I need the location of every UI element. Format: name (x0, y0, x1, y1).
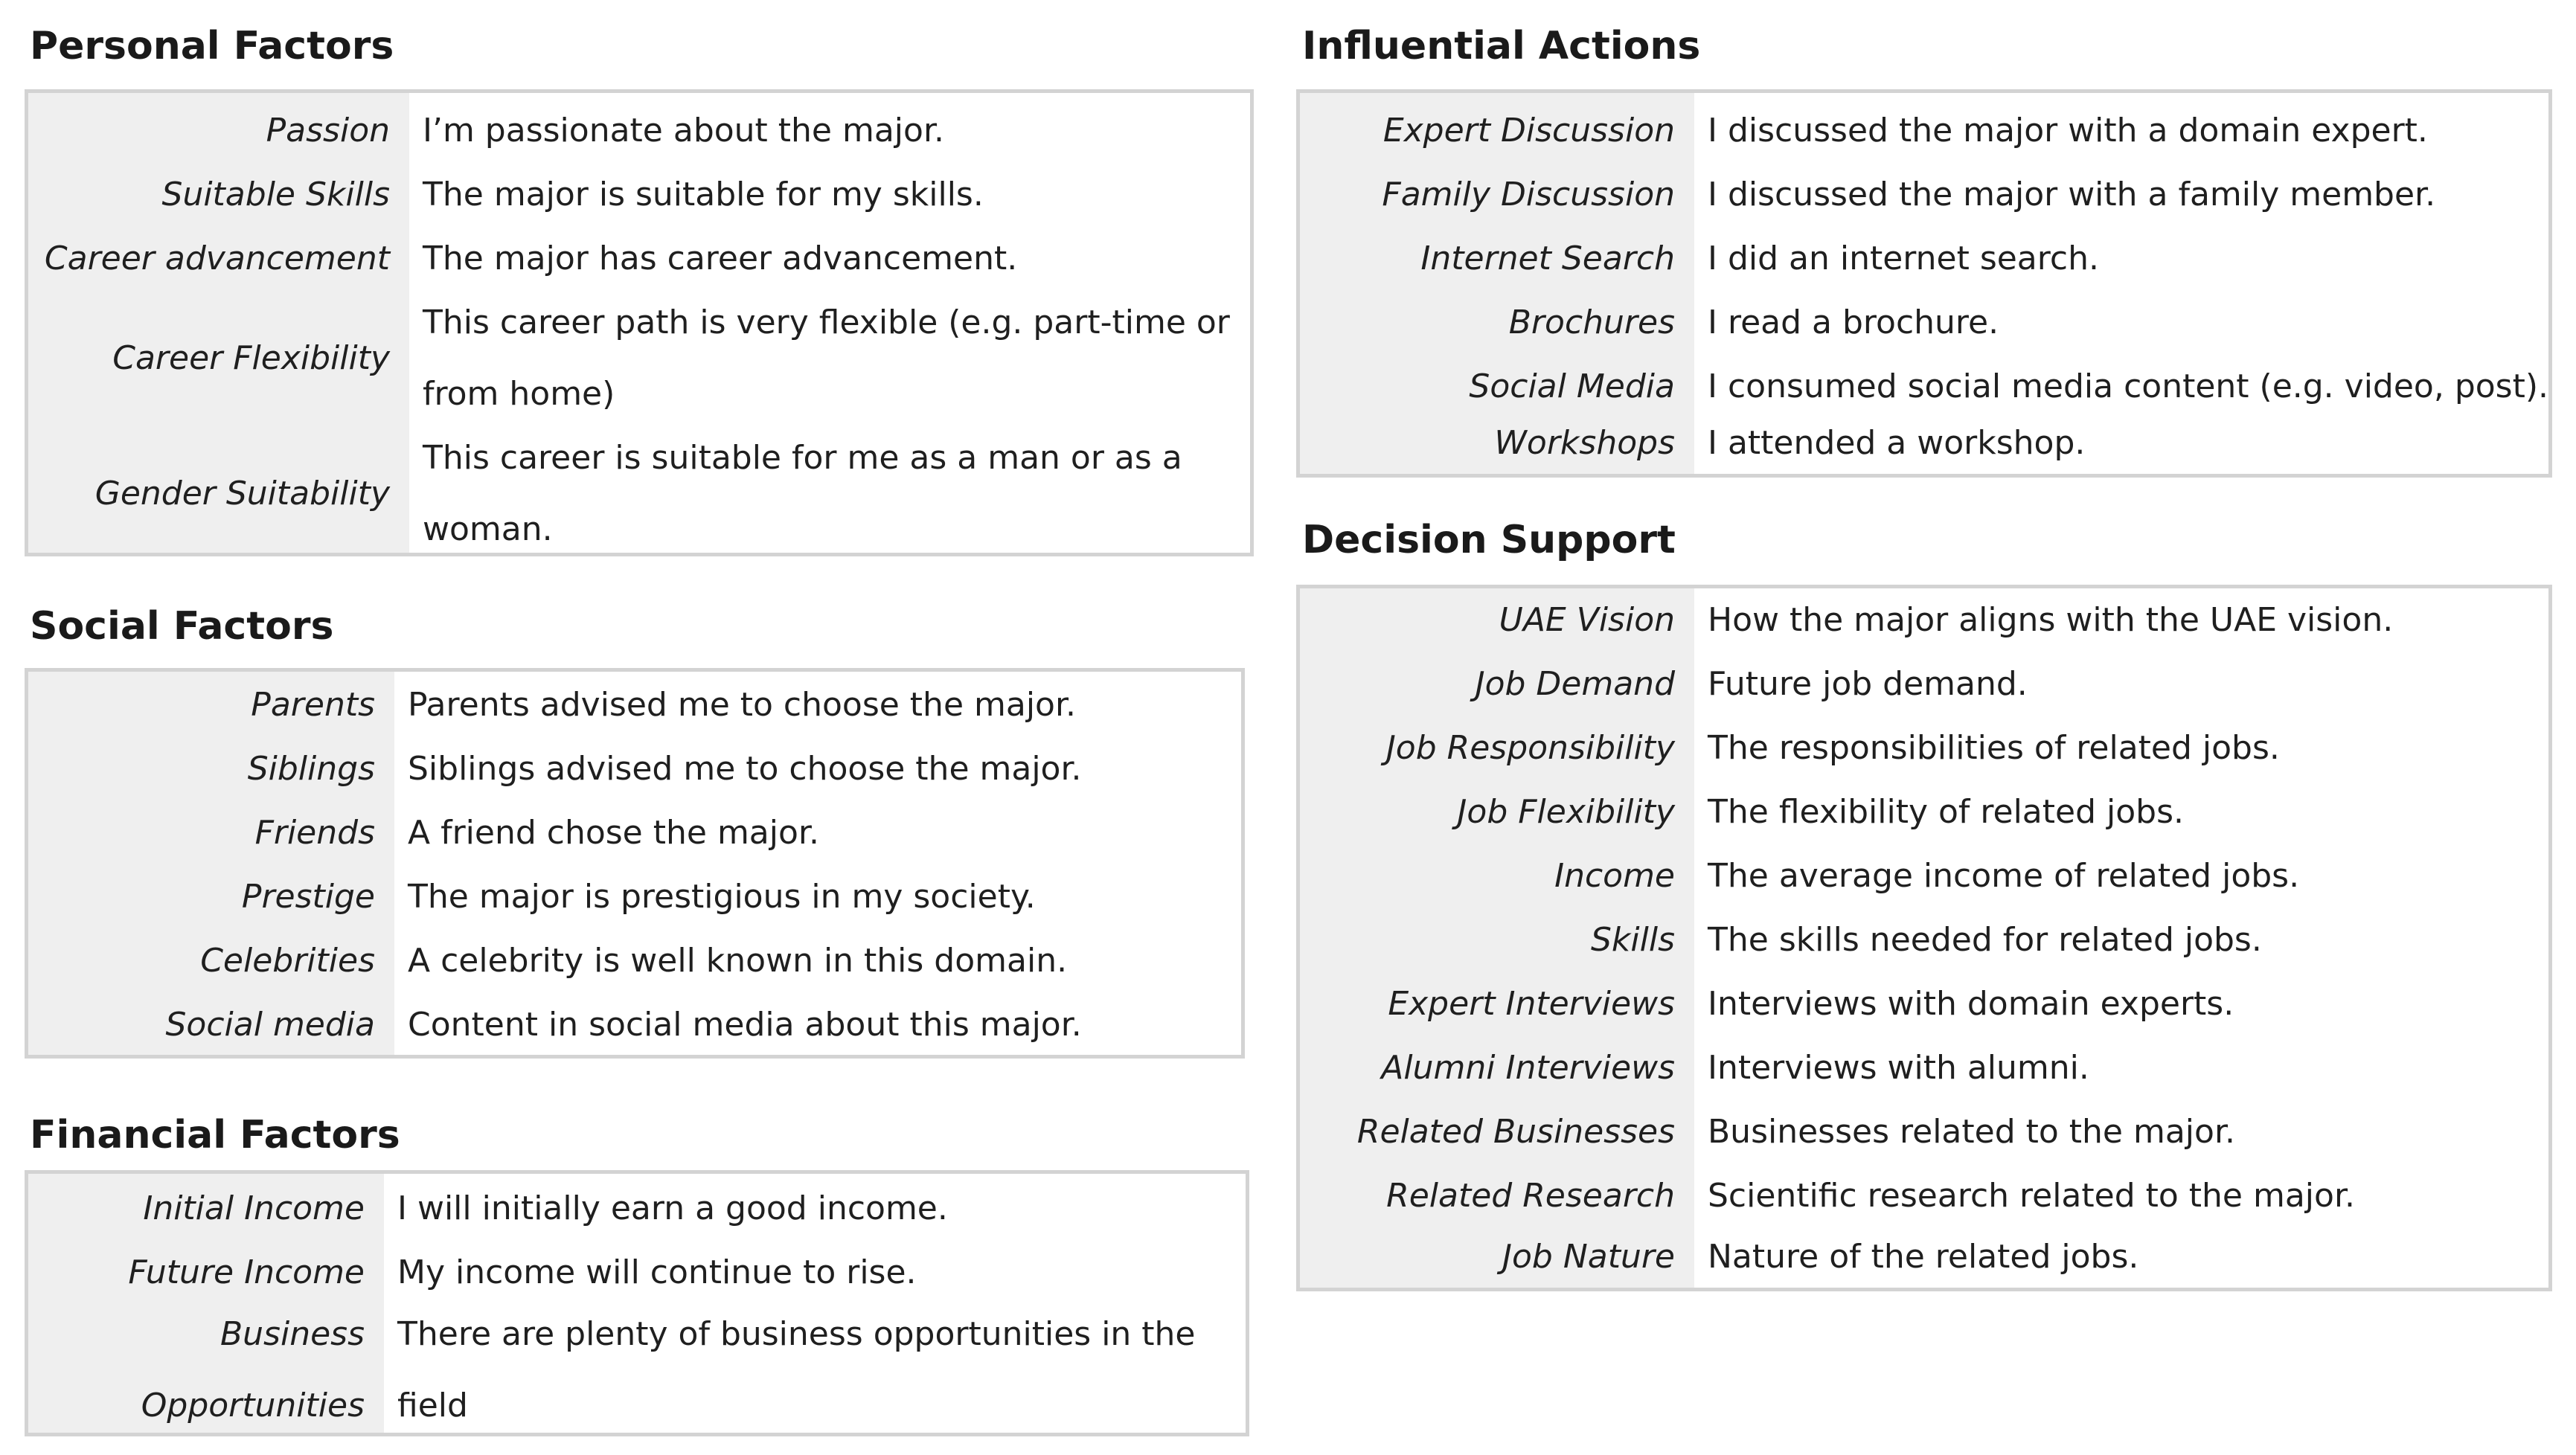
row-label: Siblings (247, 750, 375, 788)
section-title: Influential Actions (1302, 24, 1701, 68)
row-label: Expert Interviews (1388, 985, 1675, 1023)
row-text: Content in social media about this major. (408, 1006, 1082, 1044)
row-label: Initial Income (143, 1189, 365, 1227)
table-row (1300, 588, 2548, 652)
table-row (28, 99, 1250, 163)
row-label: Parents (251, 686, 375, 724)
table-row (28, 865, 1241, 929)
row-label: Celebrities (200, 942, 375, 980)
row-label: Related Businesses (1356, 1113, 1675, 1151)
row-text: The average income of related jobs. (1708, 857, 2300, 895)
row-label: Social Media (1469, 367, 1675, 405)
personal-factors-table (25, 89, 1254, 556)
row-text: I attended a workshop. (1708, 424, 2086, 462)
table-row (1300, 652, 2548, 716)
table-row (1300, 355, 2548, 419)
table-row (28, 1305, 1246, 1436)
row-text: How the major aligns with the UAE vision. (1708, 601, 2394, 639)
row-text: Businesses related to the major. (1708, 1113, 2235, 1151)
row-text: Interviews with alumni. (1708, 1049, 2089, 1087)
table-row (1300, 227, 2548, 291)
row-label: Skills (1590, 921, 1675, 959)
table-row (1300, 780, 2548, 844)
row-text: Future job demand. (1708, 665, 2028, 703)
social-factors-table (25, 668, 1245, 1059)
row-label: Family Discussion (1382, 176, 1675, 213)
row-label: Internet Search (1420, 240, 1675, 277)
row-text: The responsibilities of related jobs. (1708, 729, 2280, 767)
table-row (1300, 716, 2548, 780)
row-text: There are plenty of business opportunities in the field (397, 1315, 1196, 1425)
section-title: Financial Factors (30, 1113, 400, 1157)
row-label: Prestige (241, 878, 375, 916)
financial-factors-table (25, 1170, 1249, 1436)
row-label: Alumni Interviews (1381, 1049, 1675, 1087)
row-text: This career path is very flexible (e.g. part-time or from home) (423, 303, 1230, 413)
row-text: I did an internet search. (1708, 240, 2099, 277)
table-row (28, 673, 1241, 737)
row-label: Brochures (1508, 303, 1675, 341)
row-label: Job Responsibility (1385, 729, 1675, 767)
row-text: Siblings advised me to choose the major. (408, 750, 1082, 788)
table-row (28, 163, 1250, 227)
row-text: A friend chose the major. (408, 814, 819, 852)
table-row (28, 801, 1241, 865)
row-label: Gender Suitability (94, 475, 390, 513)
row-label: Job Demand (1475, 665, 1675, 703)
row-label: Career Flexibility (112, 339, 390, 377)
row-label: Friends (254, 814, 375, 852)
row-label: Expert Discussion (1382, 112, 1675, 150)
row-text: Interviews with domain experts. (1708, 985, 2234, 1023)
table-row (28, 929, 1241, 993)
table-row (28, 426, 1250, 556)
table-row (28, 737, 1241, 801)
section-title: Personal Factors (30, 24, 394, 68)
row-label: Future Income (128, 1253, 365, 1291)
row-label: Income (1554, 857, 1675, 895)
row-text: I read a brochure. (1708, 303, 1999, 341)
row-label: Passion (266, 112, 390, 150)
table-row (1300, 1225, 2548, 1289)
row-label: Related Research (1386, 1177, 1675, 1215)
row-label: Workshops (1494, 424, 1675, 462)
table-row (28, 291, 1250, 426)
influential-actions-table (1296, 89, 2552, 478)
row-text: I discussed the major with a domain expert. (1708, 112, 2428, 150)
row-text: Nature of the related jobs. (1708, 1238, 2139, 1276)
row-text: The major is prestigious in my society. (408, 878, 1036, 916)
row-label: Business Opportunities (141, 1315, 365, 1425)
table-row (1300, 1164, 2548, 1228)
table-row (28, 227, 1250, 291)
row-text: I will initially earn a good income. (397, 1189, 948, 1227)
row-text: The major has career advancement. (423, 240, 1018, 277)
row-label: Suitable Skills (161, 176, 390, 213)
row-text: The major is suitable for my skills. (423, 176, 984, 213)
row-text: I’m passionate about the major. (423, 112, 944, 150)
table-row (28, 993, 1241, 1057)
section-title: Decision Support (1302, 518, 1676, 562)
row-text: Parents advised me to choose the major. (408, 686, 1077, 724)
table-row (1300, 99, 2548, 163)
table-row (1300, 972, 2548, 1036)
row-text: A celebrity is well known in this domain. (408, 942, 1068, 980)
table-row (1300, 291, 2548, 355)
table-row (1300, 1036, 2548, 1100)
row-text: I consumed social media content (e.g. video, post). (1708, 367, 2548, 405)
row-label: Job Flexibility (1457, 793, 1675, 831)
row-label: Career advancement (44, 240, 390, 277)
row-text: Scientific research related to the major. (1708, 1177, 2355, 1215)
table-row (1300, 1100, 2548, 1164)
row-text: I discussed the major with a family member. (1708, 176, 2436, 213)
table-row (28, 1177, 1246, 1241)
row-text: The skills needed for related jobs. (1708, 921, 2262, 959)
table-row (1300, 163, 2548, 227)
table-row (1300, 411, 2548, 475)
row-text: The flexibility of related jobs. (1708, 793, 2184, 831)
row-label: UAE Vision (1499, 601, 1675, 639)
row-label: Job Nature (1502, 1238, 1675, 1276)
table-row (1300, 844, 2548, 908)
table-row (1300, 908, 2548, 972)
row-label: Social media (165, 1006, 375, 1044)
row-text: My income will continue to rise. (397, 1253, 917, 1291)
section-title: Social Factors (30, 604, 334, 649)
table-row (28, 1241, 1246, 1305)
row-text: This career is suitable for me as a man or as a woman. (423, 439, 1182, 548)
decision-support-table (1296, 585, 2552, 1291)
